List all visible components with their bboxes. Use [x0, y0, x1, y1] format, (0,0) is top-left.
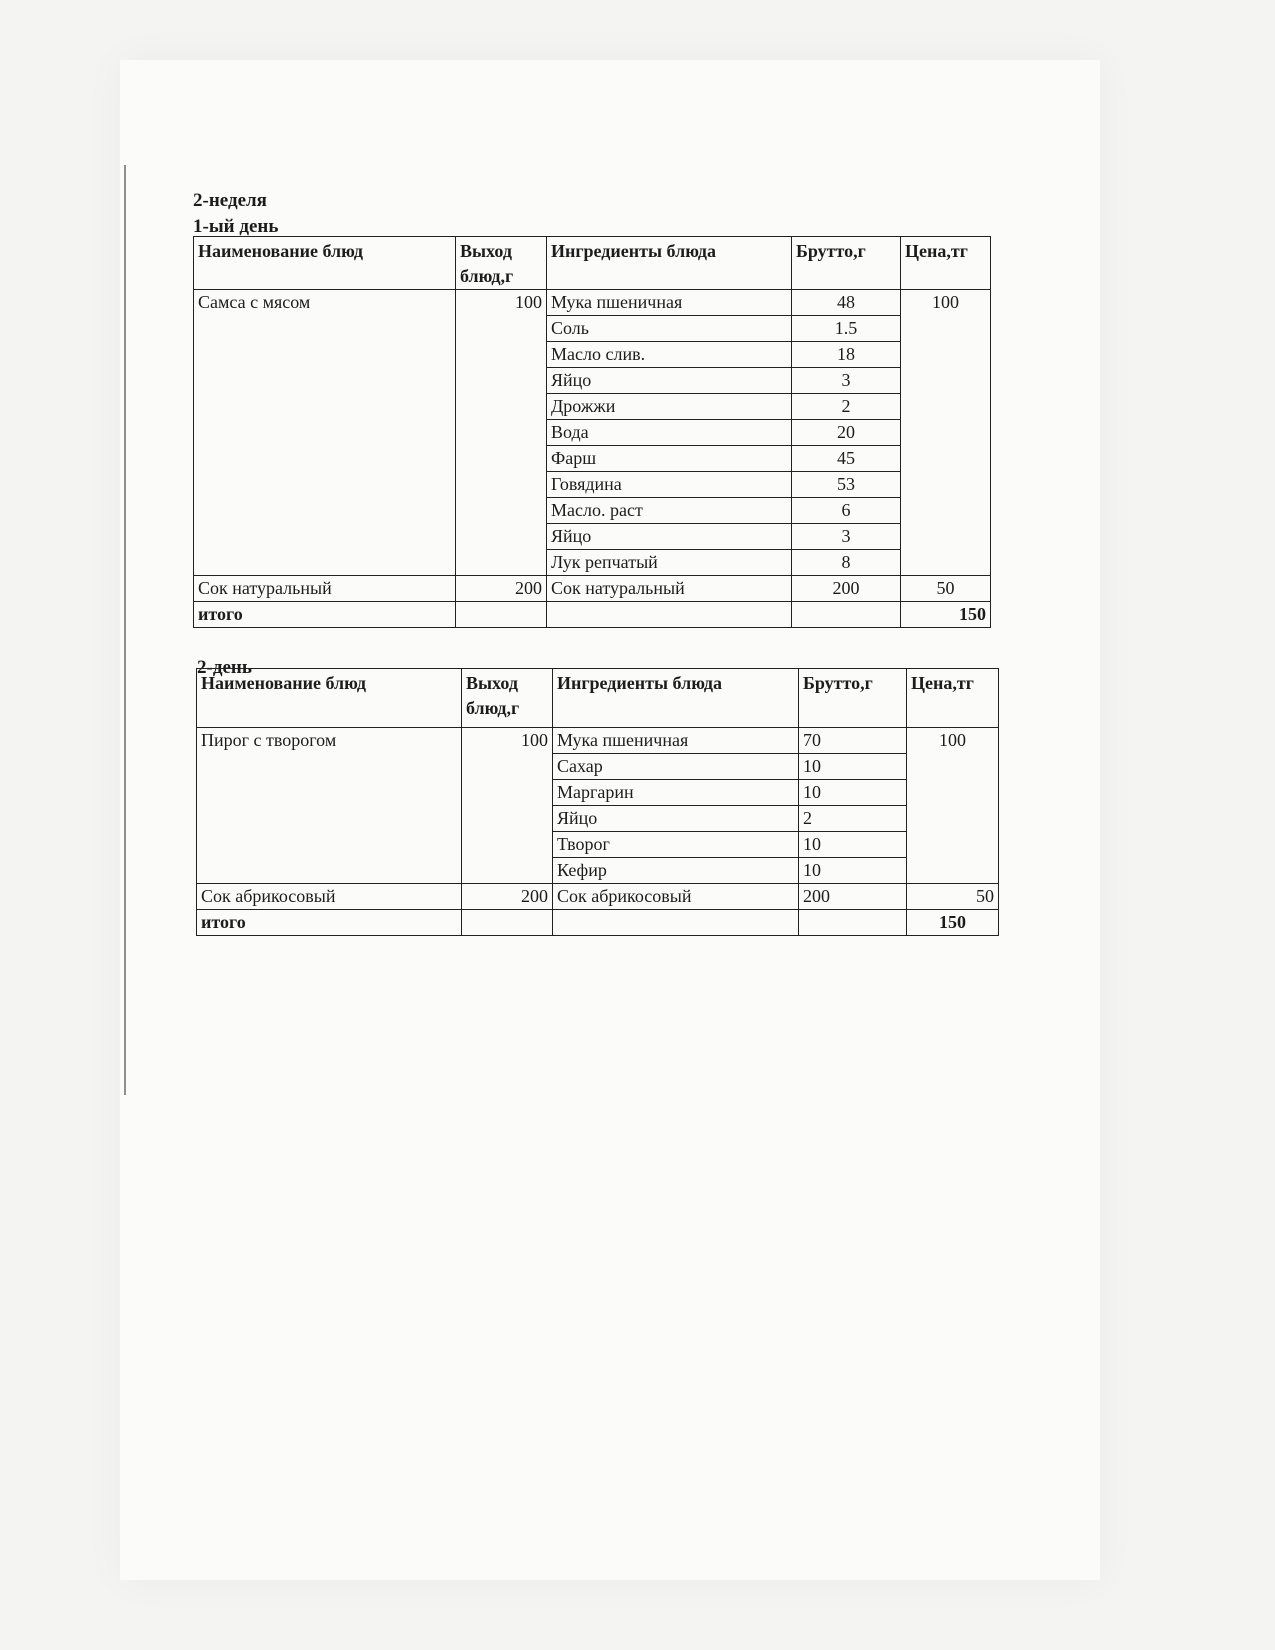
ingredient-name: Мука пшеничная [553, 728, 799, 754]
dish-output: 200 [456, 576, 547, 602]
header-output: Выход блюд,г [462, 669, 553, 728]
ingredient-gross: 70 [799, 728, 907, 754]
ingredient-gross: 18 [792, 342, 901, 368]
ingredient-name: Творог [553, 832, 799, 858]
dish-price: 100 [907, 728, 999, 884]
ingredient-name: Вода [547, 420, 792, 446]
header-ingredients: Ингредиенты блюда [547, 237, 792, 290]
ingredient-name: Говядина [547, 472, 792, 498]
ingredient-gross: 8 [792, 550, 901, 576]
header-dish: Наименование блюд [194, 237, 456, 290]
ingredient-name: Сок абрикосовый [553, 884, 799, 910]
ingredient-name: Яйцо [553, 806, 799, 832]
ingredient-gross: 10 [799, 754, 907, 780]
ingredient-name: Масло. раст [547, 498, 792, 524]
ingredient-gross: 10 [799, 858, 907, 884]
ingredient-name: Мука пшеничная [547, 290, 792, 316]
table-row [194, 290, 991, 316]
dish-name: Сок натуральный [194, 576, 456, 602]
ingredient-gross: 20 [792, 420, 901, 446]
ingredient-name: Дрожжи [547, 394, 792, 420]
ingredient-name: Фарш [547, 446, 792, 472]
day2-title: 2-день [197, 657, 252, 678]
dish-name: Пирог с творогом [197, 728, 462, 884]
empty-cell [462, 910, 553, 936]
total-row [194, 602, 991, 628]
header-gross: Брутто,г [792, 237, 901, 290]
total-price: 150 [901, 602, 991, 628]
dish-price: 50 [907, 884, 999, 910]
ingredient-gross: 6 [792, 498, 901, 524]
dish-output: 100 [462, 728, 553, 884]
ingredient-gross: 1.5 [792, 316, 901, 342]
page-fold-shadow [124, 165, 126, 1095]
table-row [194, 576, 991, 602]
table-row [197, 884, 999, 910]
dish-output: 100 [456, 290, 547, 576]
ingredient-gross: 2 [792, 394, 901, 420]
empty-cell [553, 910, 799, 936]
table-row [197, 728, 999, 754]
header-ingredients: Ингредиенты блюда [553, 669, 799, 728]
day2-menu-table [196, 668, 999, 936]
ingredient-name: Масло слив. [547, 342, 792, 368]
ingredient-gross: 48 [792, 290, 901, 316]
empty-cell [456, 602, 547, 628]
table-header-row [194, 237, 991, 290]
ingredient-name: Лук репчатый [547, 550, 792, 576]
ingredient-name: Яйцо [547, 524, 792, 550]
ingredient-gross: 2 [799, 806, 907, 832]
total-label: итого [194, 602, 456, 628]
ingredient-name: Маргарин [553, 780, 799, 806]
ingredient-gross: 45 [792, 446, 901, 472]
total-row [197, 910, 999, 936]
week-title: 2-неделя [193, 190, 267, 211]
empty-cell [792, 602, 901, 628]
total-price: 150 [907, 910, 999, 936]
dish-price: 50 [901, 576, 991, 602]
empty-cell [799, 910, 907, 936]
ingredient-gross: 3 [792, 524, 901, 550]
day1-title: 1-ый день [193, 216, 279, 237]
header-dish: Наименование блюд [197, 669, 462, 728]
ingredient-name: Кефир [553, 858, 799, 884]
header-output: Выход блюд,г [456, 237, 547, 290]
ingredient-gross: 200 [792, 576, 901, 602]
ingredient-gross: 53 [792, 472, 901, 498]
header-price: Цена,тг [901, 237, 991, 290]
dish-name: Самса с мясом [194, 290, 456, 576]
dish-price: 100 [901, 290, 991, 576]
ingredient-gross: 10 [799, 832, 907, 858]
ingredient-name: Сахар [553, 754, 799, 780]
ingredient-name: Сок натуральный [547, 576, 792, 602]
dish-output: 200 [462, 884, 553, 910]
ingredient-name: Яйцо [547, 368, 792, 394]
ingredient-name: Соль [547, 316, 792, 342]
table-header-row [197, 669, 999, 728]
header-gross: Брутто,г [799, 669, 907, 728]
ingredient-gross: 3 [792, 368, 901, 394]
empty-cell [547, 602, 792, 628]
ingredient-gross: 200 [799, 884, 907, 910]
day1-menu-table [193, 236, 991, 628]
header-price: Цена,тг [907, 669, 999, 728]
total-label: итого [197, 910, 462, 936]
ingredient-gross: 10 [799, 780, 907, 806]
dish-name: Сок абрикосовый [197, 884, 462, 910]
